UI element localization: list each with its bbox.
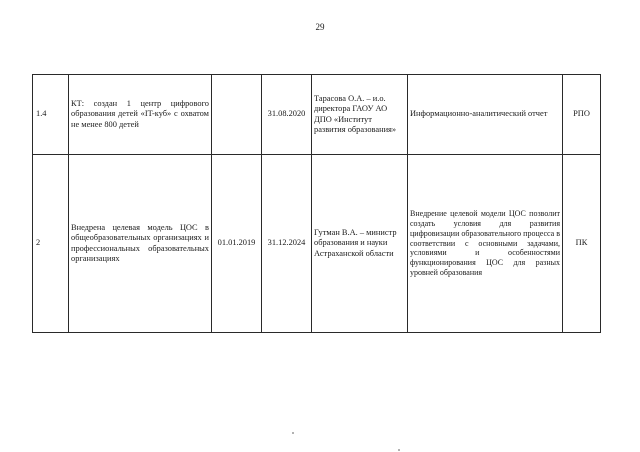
end-date-cell: 31.12.2024: [262, 155, 312, 333]
responsible-cell: Гутман В.А. – министр образования и науки Астраханской области: [312, 155, 408, 333]
level-cell: ПК: [563, 155, 601, 333]
start-date-cell: [212, 75, 262, 155]
end-date-cell: 31.08.2020: [262, 75, 312, 155]
table-row: [33, 155, 601, 333]
result-cell: Внедрение целевой модели ЦОС позволит создать условия для развития цифровизации образовательного процесса в соответствии с основными задачами, условиями и особенностями функционирования ЦОС для разных уровней образования: [408, 155, 563, 333]
event-cell: КТ: создан 1 центр цифрового образования детей «IT-куб» с охватом не менее 800 детей: [69, 75, 212, 155]
table-row: [33, 75, 601, 155]
scan-speck: [292, 432, 294, 434]
page-number: 29: [315, 22, 325, 32]
responsible-cell: Тарасова О.А. – и.о. директора ГАОУ АО ДПО «Институт развития образования»: [312, 75, 408, 155]
result-cell: Информационно-аналитический отчет: [408, 75, 563, 155]
plan-table: [32, 74, 601, 333]
row-number-cell: 1.4: [33, 75, 69, 155]
row-number-cell: 2: [33, 155, 69, 333]
event-cell: Внедрена целевая модель ЦОС в общеобразовательных организациях и профессиональных образовательных организациях: [69, 155, 212, 333]
scan-speck: [398, 449, 400, 451]
start-date-cell: 01.01.2019: [212, 155, 262, 333]
level-cell: РПО: [563, 75, 601, 155]
